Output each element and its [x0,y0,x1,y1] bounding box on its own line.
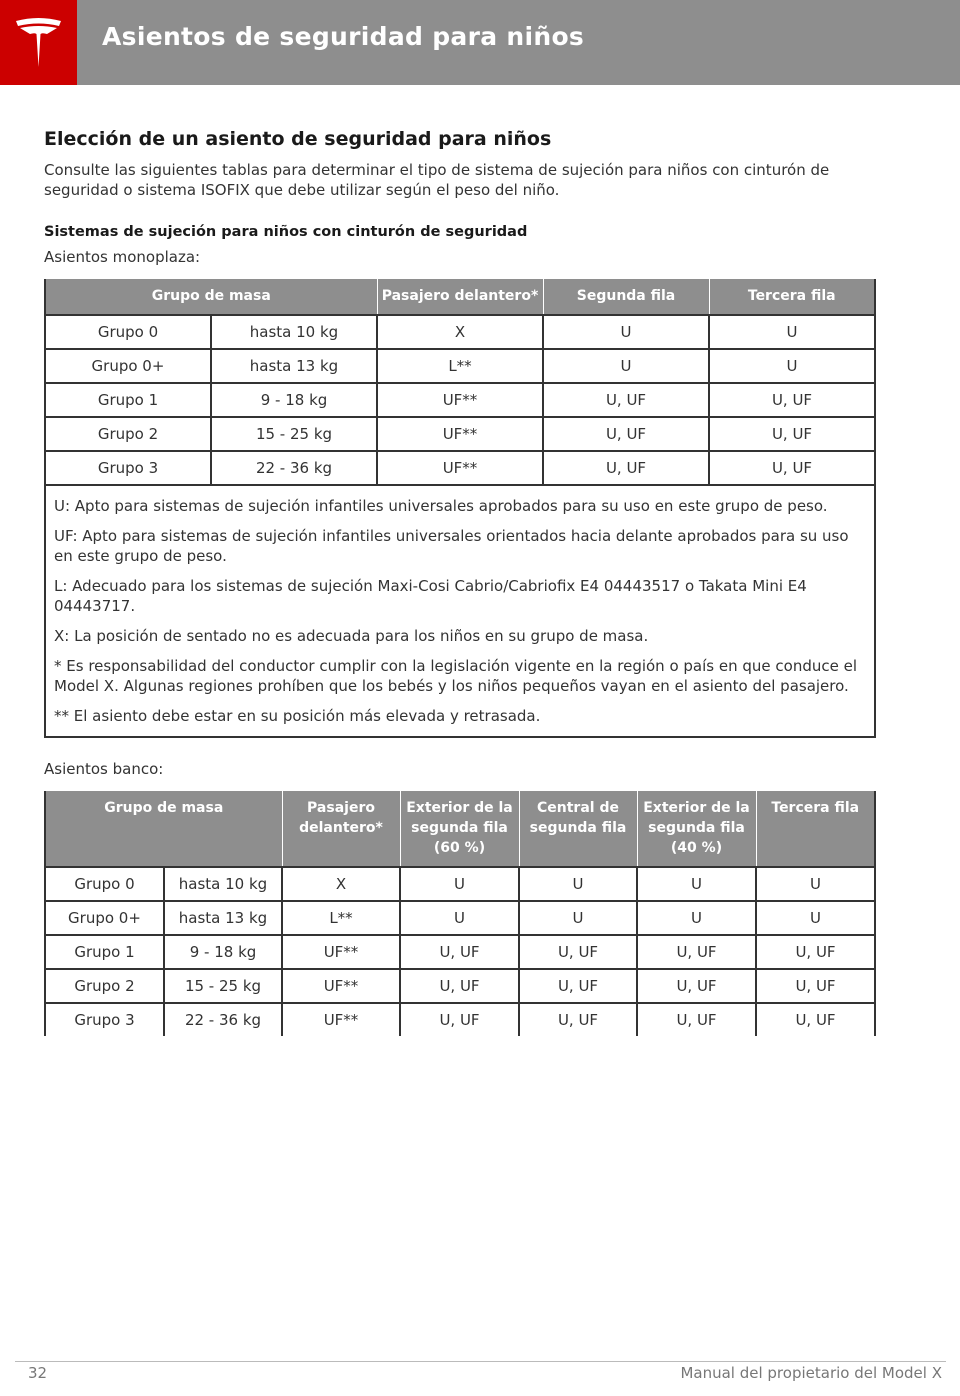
notes-cell [45,485,875,737]
table-cell: U, UF [519,935,637,969]
header-cell: Tercera fila [756,791,875,867]
table-cell: UF** [282,1003,400,1036]
table-cell: U [709,349,875,383]
section-title: Elección de un asiento de seguridad para niños [44,128,552,150]
note-text: U: Apto para sistemas de sujeción infantiles universales aprobados para su uso en este grupo de peso. [54,497,828,515]
note-text: * Es responsabilidad del conductor cumplir con la legislación vigente en la región o país en que conduce el Model X. Algunas regiones prohíben que los bebés y los niños pequeños vayan en el asiento del pasajero. [54,657,857,695]
table-cell: 9 - 18 kg [211,383,377,417]
table-cell: U, UF [543,383,709,417]
table-cell: 22 - 36 kg [164,1003,282,1036]
page-title: Asientos de seguridad para niños [102,22,585,51]
manual-title: Manual del propietario del Model X [680,1364,942,1382]
table-cell: U [519,901,637,935]
bench-seat-table [44,791,876,1036]
table-row [45,417,875,451]
table-cell: X [282,867,400,901]
footer-divider [15,1361,946,1362]
notes-row [45,485,875,737]
table-row [45,451,875,485]
table-cell: U [543,315,709,349]
table-cell: U, UF [637,935,756,969]
page-header [0,0,960,85]
header-cell: Grupo de masa [45,279,377,315]
table-row [45,901,875,935]
table-cell: U, UF [519,1003,637,1036]
table-cell: U [543,349,709,383]
tesla-logo [0,0,77,85]
header-cell: Segunda fila [543,279,709,315]
header-cell: Central de segunda fila [519,791,637,867]
table-cell: U, UF [543,451,709,485]
table-cell: UF** [377,383,543,417]
table-row [45,867,875,901]
header-cell: Exterior de la segunda fila (60 %) [400,791,519,867]
table-cell: U, UF [709,417,875,451]
table-cell: U, UF [709,383,875,417]
table-cell: Grupo 1 [45,383,211,417]
table-cell: hasta 10 kg [211,315,377,349]
table-cell: UF** [377,451,543,485]
table-cell: 15 - 25 kg [211,417,377,451]
note-text: ** El asiento debe estar en su posición más elevada y retrasada. [54,707,541,725]
header-cell: Exterior de la segunda fila (40 %) [637,791,756,867]
table-cell: UF** [282,969,400,1003]
table-cell: hasta 13 kg [211,349,377,383]
table-cell: U [519,867,637,901]
page-number: 32 [28,1364,48,1382]
table-cell: U, UF [756,935,875,969]
note-text: L: Adecuado para los sistemas de sujeción Maxi-Cosi Cabrio/Cabriofix E4 04443517 o Takata Mini E4 04443717. [54,577,807,615]
table-cell: Grupo 3 [45,1003,164,1036]
table-cell: U [637,867,756,901]
table-cell: U [756,867,875,901]
header-cell: Pasajero delantero* [377,279,543,315]
table-cell: U [637,901,756,935]
table-cell: U [400,901,519,935]
table-cell: Grupo 0+ [45,349,211,383]
header-cell: Pasajero delantero* [282,791,400,867]
table-cell: 15 - 25 kg [164,969,282,1003]
note-text: UF: Apto para sistemas de sujeción infantiles universales orientados hacia delante aprobados para su uso en este grupo de peso. [54,527,849,565]
table-row [45,349,875,383]
header-cell: Tercera fila [709,279,875,315]
table-cell: Grupo 0+ [45,901,164,935]
table-cell: Grupo 0 [45,315,211,349]
table-cell: UF** [377,417,543,451]
table-cell: Grupo 3 [45,451,211,485]
table-row [45,935,875,969]
header-cell: Grupo de masa [45,791,282,867]
table-cell: U, UF [756,969,875,1003]
table-cell: U, UF [709,451,875,485]
table-cell: U, UF [543,417,709,451]
table-cell: Grupo 1 [45,935,164,969]
table-cell: 9 - 18 kg [164,935,282,969]
table-cell: U, UF [400,935,519,969]
table-row [45,1003,875,1036]
table-row [45,383,875,417]
table-cell: U, UF [400,969,519,1003]
table-cell: L** [282,901,400,935]
table-cell: Grupo 0 [45,867,164,901]
note-text: X: La posición de sentado no es adecuada para los niños en su grupo de masa. [54,627,649,645]
table-cell: U, UF [756,1003,875,1036]
intro-paragraph: Consulte las siguientes tablas para determinar el tipo de sistema de sujeción para niños con cinturón de seguridad o sistema ISOFIX que debe utilizar según el peso del niño. [44,161,830,199]
table-cell: Grupo 2 [45,969,164,1003]
table-cell: 22 - 36 kg [211,451,377,485]
table-cell: X [377,315,543,349]
table-cell: L** [377,349,543,383]
table-cell: U [400,867,519,901]
table-cell: U [709,315,875,349]
table-cell: hasta 10 kg [164,867,282,901]
single-seats-label: Asientos monoplaza: [44,248,201,266]
bench-seats-label: Asientos banco: [44,760,164,778]
table-cell: U, UF [400,1003,519,1036]
table-cell: U, UF [637,969,756,1003]
table-cell: U [756,901,875,935]
subheading: Sistemas de sujeción para niños con cinturón de seguridad [44,224,528,240]
table-cell: U, UF [637,1003,756,1036]
table-cell: UF** [282,935,400,969]
tesla-logo-icon [14,17,63,69]
table-cell: hasta 13 kg [164,901,282,935]
table-row [45,315,875,349]
single-seat-table [44,279,876,738]
table-cell: Grupo 2 [45,417,211,451]
main-content [44,128,874,1036]
table-row [45,969,875,1003]
table-cell: U, UF [519,969,637,1003]
